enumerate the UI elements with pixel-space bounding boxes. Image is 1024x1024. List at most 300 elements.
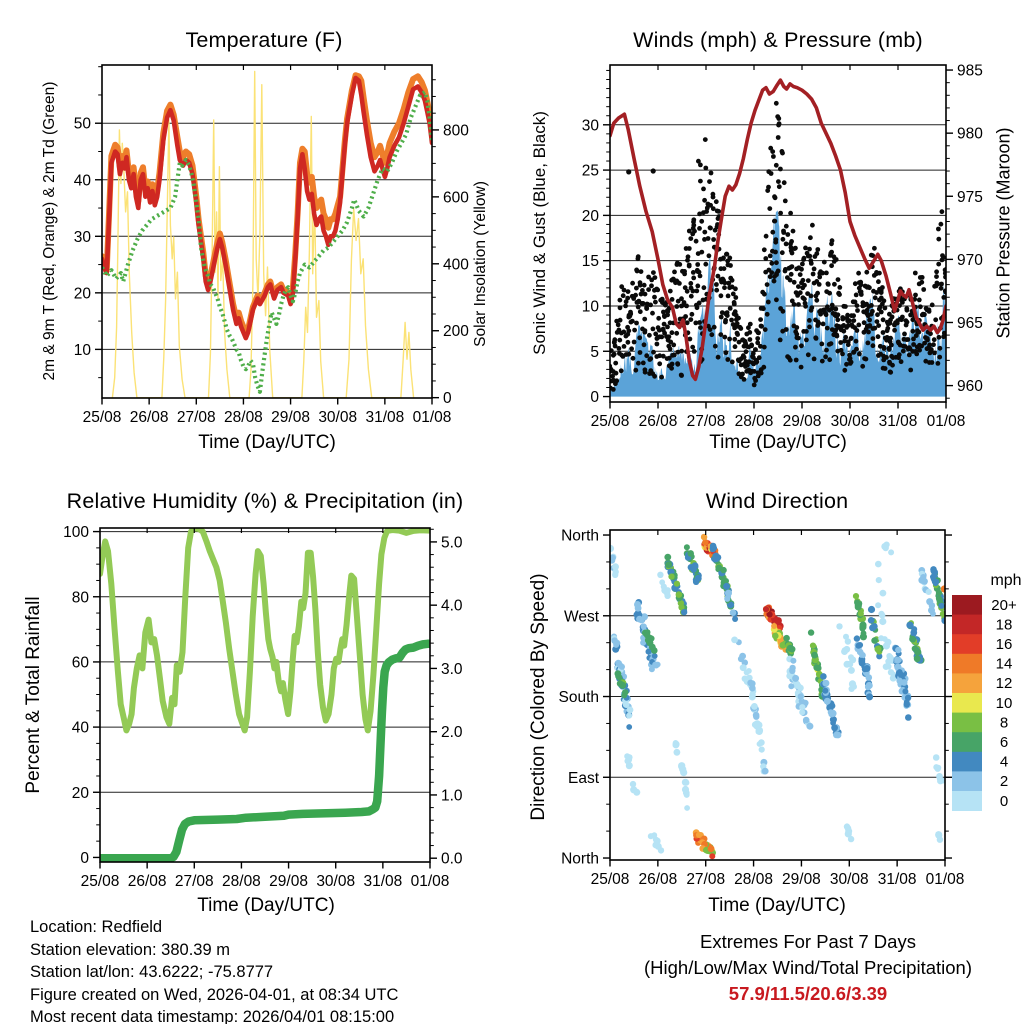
- wind-direction-dot: [897, 669, 903, 675]
- gust-dot: [907, 353, 912, 358]
- gust-dot: [776, 269, 781, 274]
- wind-direction-dot: [684, 805, 690, 811]
- gust-dot: [708, 327, 713, 332]
- gust-dot: [749, 343, 754, 348]
- gust-dot: [776, 135, 781, 140]
- gust-dot: [859, 289, 864, 294]
- wind-direction-dot: [830, 720, 836, 726]
- humidity-xlabel: Time (Day/UTC): [197, 895, 335, 916]
- gust-dot: [730, 360, 735, 365]
- gust-dot: [817, 282, 822, 287]
- plot-frame: [610, 530, 945, 860]
- wind-direction-dot: [665, 561, 672, 568]
- gust-dot: [706, 236, 711, 241]
- wind-direction-dot: [612, 563, 619, 570]
- gust-dot: [855, 303, 860, 308]
- wind-direction-dot: [762, 768, 769, 775]
- wind-direction-dot: [824, 698, 831, 705]
- gust-dot: [625, 296, 630, 301]
- gust-dot: [807, 325, 812, 330]
- panel-2: [63, 524, 463, 890]
- temperature-left-ylabel: 2m & 9m T (Red, Orange) & 2m Td (Green): [41, 81, 58, 381]
- gust-dot: [843, 304, 848, 309]
- wind-direction-dot: [878, 635, 884, 641]
- x-tick-label: 30/08: [829, 871, 869, 888]
- wind-direction-dot: [626, 724, 632, 730]
- gust-dot: [778, 211, 783, 216]
- wind-direction-dot: [879, 618, 886, 625]
- x-tick-label: 28/08: [734, 871, 773, 888]
- wind-direction-dot: [930, 611, 936, 617]
- gust-dot: [771, 154, 776, 159]
- tick-label: 4.0: [441, 597, 463, 615]
- gust-dot: [677, 281, 682, 286]
- gust-dot: [827, 357, 832, 362]
- gust-dot: [617, 346, 622, 351]
- tick-label: North: [561, 527, 599, 545]
- gust-dot: [614, 378, 619, 383]
- colorbar-swatch: [952, 732, 982, 752]
- gust-dot: [866, 330, 871, 335]
- wind-direction-dot: [880, 590, 887, 597]
- wind-direction-dot: [798, 693, 804, 699]
- gust-dot: [707, 179, 712, 184]
- gust-dot: [762, 292, 767, 297]
- tick-label: 10: [73, 341, 91, 359]
- colorbar-value-label: 0: [999, 792, 1009, 810]
- wind-direction-dot: [902, 688, 908, 694]
- gust-dot: [659, 335, 664, 340]
- colorbar-value-label: 4: [999, 753, 1009, 771]
- x-tick-label: 01/08: [926, 413, 966, 430]
- x-tick-label: 31/08: [365, 409, 405, 426]
- wind-direction-dot: [875, 646, 882, 653]
- gust-dot: [698, 163, 703, 168]
- wind-direction-dot: [619, 682, 626, 689]
- gust-dot: [936, 262, 941, 267]
- gust-dot: [668, 347, 673, 352]
- gust-dot: [733, 344, 738, 349]
- gust-dot: [823, 354, 828, 359]
- wind-direction-dot: [649, 636, 655, 642]
- wind-direction-dot: [828, 709, 834, 715]
- gust-dot: [670, 362, 675, 367]
- gust-dot: [854, 339, 859, 344]
- gust-dot: [814, 298, 819, 303]
- gust-dot: [824, 312, 829, 317]
- gust-dot: [796, 302, 801, 307]
- gust-dot: [902, 332, 907, 337]
- tick-label: 0: [443, 390, 452, 408]
- gust-dot: [765, 312, 770, 317]
- gust-dot: [882, 346, 887, 351]
- wind-direction-dot: [676, 591, 683, 598]
- gust-dot: [611, 387, 616, 392]
- x-tick-label: 25/08: [590, 871, 630, 888]
- gust-dot: [740, 372, 745, 377]
- gust-dot: [799, 365, 804, 370]
- gust-dot: [636, 256, 641, 261]
- gust-dot: [688, 281, 693, 286]
- gust-dot: [684, 304, 689, 309]
- gust-dot: [619, 368, 624, 373]
- gust-dot: [612, 337, 617, 342]
- wind-direction-dot: [790, 658, 796, 664]
- gust-outlier-dot: [626, 169, 631, 174]
- most-recent-data-timestamp: Most recent data timestamp: 2026/04/01 08:15:00: [30, 1008, 395, 1024]
- colorbar-value-label: 10: [995, 694, 1013, 712]
- wind-direction-dot: [797, 685, 804, 692]
- wind-direction-dot: [655, 662, 661, 668]
- gust-dot: [722, 285, 727, 290]
- wind-direction-dot: [876, 577, 882, 583]
- wind-direction-dot: [696, 832, 702, 838]
- gust-dot: [726, 294, 731, 299]
- gust-dot: [802, 283, 807, 288]
- gust-dot: [674, 304, 679, 309]
- gust-dot: [626, 352, 631, 357]
- extremes-title: Extremes For Past 7 Days: [700, 931, 916, 952]
- gust-dot: [939, 222, 944, 227]
- wind-direction-dot: [633, 789, 640, 796]
- gust-dot: [783, 199, 788, 204]
- gust-dot: [899, 359, 904, 364]
- gust-dot: [677, 262, 682, 267]
- gust-dot: [788, 358, 793, 363]
- gust-dot: [725, 310, 730, 315]
- x-tick-label: 26/08: [129, 409, 169, 426]
- gust-dot: [840, 352, 845, 357]
- gust-dot: [714, 288, 719, 293]
- gust-dot: [669, 366, 674, 371]
- gust-dot: [922, 312, 927, 317]
- gust-dot: [765, 282, 770, 287]
- gust-dot: [618, 305, 623, 310]
- gust-dot: [913, 293, 918, 298]
- wind-direction-dot: [710, 543, 717, 550]
- wind-direction-dot: [857, 642, 863, 648]
- gust-dot: [649, 283, 654, 288]
- gust-dot: [633, 368, 638, 373]
- gust-dot: [906, 337, 911, 342]
- gust-dot: [728, 263, 733, 268]
- humidity-precip-title: Relative Humidity (%) & Precipitation (in): [66, 489, 464, 513]
- station-location: Location: Redfield: [30, 918, 163, 936]
- tick-label: 0.0: [441, 850, 463, 868]
- panel-0: [74, 65, 469, 426]
- gust-dot: [665, 325, 670, 330]
- gust-dot: [765, 188, 770, 193]
- gust-dot: [869, 303, 874, 308]
- gust-dot: [836, 277, 841, 282]
- gust-dot: [633, 293, 638, 298]
- wind-direction-dot: [709, 853, 715, 859]
- gust-dot: [799, 267, 804, 272]
- gust-dot: [939, 282, 944, 287]
- gust-dot: [918, 304, 923, 309]
- gust-dot: [774, 297, 779, 302]
- gust-dot: [808, 235, 813, 240]
- wind-direction-dot: [615, 670, 622, 677]
- wind-direction-dot: [811, 652, 818, 659]
- series-group: [607, 80, 949, 397]
- tick-label: 3.0: [441, 660, 463, 678]
- wind-direction-dot: [658, 847, 664, 853]
- gust-dot: [770, 149, 775, 154]
- gust-dot: [837, 292, 842, 297]
- gust-dot: [889, 343, 894, 348]
- wind-direction-dot: [792, 675, 799, 682]
- gust-dot: [772, 219, 777, 224]
- gust-dot: [881, 330, 886, 335]
- wind-direction-dot: [799, 709, 805, 715]
- colorbar-swatch: [952, 595, 982, 615]
- wind-direction-dot: [749, 680, 756, 687]
- gust-dot: [827, 291, 832, 296]
- colorbar-swatch: [952, 713, 982, 733]
- x-tick-label: 29/08: [271, 409, 310, 426]
- wind-direction-dot: [713, 555, 720, 562]
- gust-dot: [685, 289, 690, 294]
- wind-direction-dot: [884, 542, 890, 548]
- gust-dot: [917, 348, 922, 353]
- gust-dot: [792, 280, 797, 285]
- gust-dot: [701, 187, 706, 192]
- gust-dot: [651, 270, 656, 275]
- gust-dot: [781, 309, 786, 314]
- gust-dot: [636, 361, 641, 366]
- wind-direction-dot: [822, 688, 828, 694]
- gust-dot: [690, 312, 695, 317]
- gust-dot: [789, 272, 794, 277]
- gust-dot: [876, 334, 881, 339]
- gust-dot: [695, 284, 700, 289]
- gust-dot: [636, 305, 641, 310]
- gust-dot: [719, 315, 724, 320]
- wind-direction-dot: [701, 534, 707, 540]
- gust-dot: [698, 179, 703, 184]
- gust-dot: [659, 375, 664, 380]
- gust-dot: [881, 317, 886, 322]
- gust-dot: [913, 271, 918, 276]
- wind-direction-dot: [808, 629, 814, 635]
- gust-dot: [887, 347, 892, 352]
- gust-dot: [711, 195, 716, 200]
- gust-dot: [867, 285, 872, 290]
- colorbar-swatch: [952, 615, 982, 635]
- tick-label: 20: [71, 784, 89, 802]
- tick-label: 30: [73, 228, 91, 246]
- wind-direction-dot: [820, 673, 827, 680]
- tick-label: 60: [71, 654, 89, 672]
- colorbar-swatch: [952, 771, 982, 791]
- gust-dot: [938, 346, 943, 351]
- gust-dot: [761, 306, 766, 311]
- gust-dot: [643, 367, 648, 372]
- gust-dot: [694, 239, 699, 244]
- gust-dot: [728, 306, 733, 311]
- gust-dot: [930, 303, 935, 308]
- tick-label: 5.0: [441, 534, 463, 552]
- gust-dot: [788, 278, 793, 283]
- gust-dot: [758, 317, 763, 322]
- colorbar-swatch: [952, 634, 982, 654]
- wind-direction-dot: [648, 833, 654, 839]
- gust-dot: [702, 198, 707, 203]
- gust-dot: [630, 319, 635, 324]
- gust-dot: [629, 346, 634, 351]
- gust-dot: [917, 298, 922, 303]
- gust-dot: [856, 323, 861, 328]
- gust-dot: [703, 137, 708, 142]
- tick-label: 980: [957, 125, 983, 143]
- gust-dot: [851, 313, 856, 318]
- gust-dot: [780, 250, 785, 255]
- gust-dot: [732, 337, 737, 342]
- gust-dot: [788, 211, 793, 216]
- wind-direction-dot: [914, 655, 921, 662]
- gust-dot: [883, 306, 888, 311]
- gust-dot: [652, 374, 657, 379]
- wind-direction-dot: [668, 574, 674, 580]
- wind-direction-dot: [905, 714, 912, 721]
- gust-dot: [618, 318, 623, 323]
- gust-dot: [871, 343, 876, 348]
- gust-dot: [807, 318, 812, 323]
- gust-dot: [905, 308, 910, 313]
- x-tick-label: 27/08: [686, 871, 726, 888]
- wind-direction-dot: [833, 732, 839, 738]
- wind-direction-dot: [623, 702, 629, 708]
- extremes-block: [588, 929, 1024, 1007]
- tick-label: 20: [73, 285, 91, 303]
- wind-direction-dot: [920, 574, 926, 580]
- gust-dot: [618, 298, 623, 303]
- gust-dot: [877, 271, 882, 276]
- tick-label: 600: [443, 189, 469, 207]
- gust-dot: [766, 300, 771, 305]
- gust-dot: [694, 289, 699, 294]
- wind-direction-dot: [929, 602, 935, 608]
- gust-dot: [769, 270, 774, 275]
- gust-dot: [626, 289, 631, 294]
- gust-dot: [829, 250, 834, 255]
- gust-dot: [703, 262, 708, 267]
- gust-dot: [742, 377, 747, 382]
- gust-dot: [807, 254, 812, 259]
- gust-dot: [835, 334, 840, 339]
- gust-dot: [810, 223, 815, 228]
- gust-dot: [675, 362, 680, 367]
- gust-dot: [824, 271, 829, 276]
- gust-dot: [920, 275, 925, 280]
- tick-label: 40: [73, 172, 91, 190]
- gust-dot: [655, 288, 660, 293]
- gust-dot: [857, 352, 862, 357]
- gust-dot: [936, 237, 941, 242]
- wind-direction-dot: [875, 602, 881, 608]
- gust-dot: [714, 282, 719, 287]
- gust-dot: [679, 349, 684, 354]
- tick-label: 5: [590, 343, 599, 361]
- gust-dot: [753, 378, 758, 383]
- gust-dot: [901, 349, 906, 354]
- gust-dot: [784, 327, 789, 332]
- gust-dot: [793, 345, 798, 350]
- gust-dot: [792, 302, 797, 307]
- gust-dot: [854, 293, 859, 298]
- wind-direction-dot: [788, 683, 794, 689]
- tick-label: 0: [80, 849, 89, 867]
- gust-dot: [871, 336, 876, 341]
- wind-direction-dot: [933, 580, 939, 586]
- wind-direction-dot: [674, 581, 680, 587]
- gust-dot: [724, 350, 729, 355]
- gust-dot: [876, 323, 881, 328]
- total_precipitation-line: [100, 644, 430, 858]
- wind-direction-dot: [657, 572, 663, 578]
- wind-direction-dot: [910, 629, 917, 636]
- wind-direction-dot: [772, 633, 779, 640]
- gust-dot: [651, 327, 656, 332]
- tick-label: North: [561, 850, 599, 868]
- gust-dot: [644, 306, 649, 311]
- x-tick-label: 27/08: [686, 413, 726, 430]
- gust-dot: [621, 293, 626, 298]
- gust-dot: [801, 278, 806, 283]
- gust-dot: [725, 357, 730, 362]
- gust-dot: [934, 274, 939, 279]
- gust-dot: [643, 292, 648, 297]
- gust-dot: [727, 256, 732, 261]
- gust-dot: [672, 270, 677, 275]
- tick-label: 20: [581, 207, 599, 225]
- gust-dot: [806, 352, 811, 357]
- wind-direction-dot: [683, 790, 690, 797]
- gust-dot: [692, 229, 697, 234]
- gust-dot: [691, 217, 696, 222]
- gust-dot: [744, 349, 749, 354]
- tick-label: 25: [581, 162, 599, 180]
- gust-dot: [638, 350, 643, 355]
- wind-direction-dot: [810, 643, 816, 649]
- tick-label: 970: [957, 251, 983, 269]
- wind-direction-dot: [687, 550, 694, 557]
- wind-direction-title: Wind Direction: [705, 489, 849, 513]
- wind-direction-dot: [879, 612, 885, 618]
- gust-dot: [940, 209, 945, 214]
- gust-dot: [716, 355, 721, 360]
- wind-direction-dot: [861, 630, 867, 636]
- gust-dot: [934, 269, 939, 274]
- wind-direction-dot: [888, 549, 894, 555]
- wind-direction-dot: [708, 845, 715, 852]
- wind-direction-dot: [864, 665, 871, 672]
- gust-dot: [799, 343, 804, 348]
- gust-dot: [782, 180, 787, 185]
- gust-dot: [626, 328, 631, 333]
- colorbar-swatch: [952, 673, 982, 693]
- gust-dot: [722, 335, 727, 340]
- tick-label: 40: [71, 719, 89, 737]
- gust-dot: [927, 307, 932, 312]
- wind-direction-dot: [751, 703, 758, 710]
- gust-dot: [803, 301, 808, 306]
- gust-dot: [892, 328, 897, 333]
- gust-dot: [727, 337, 732, 342]
- gust-dot: [647, 333, 652, 338]
- gust-dot: [697, 320, 702, 325]
